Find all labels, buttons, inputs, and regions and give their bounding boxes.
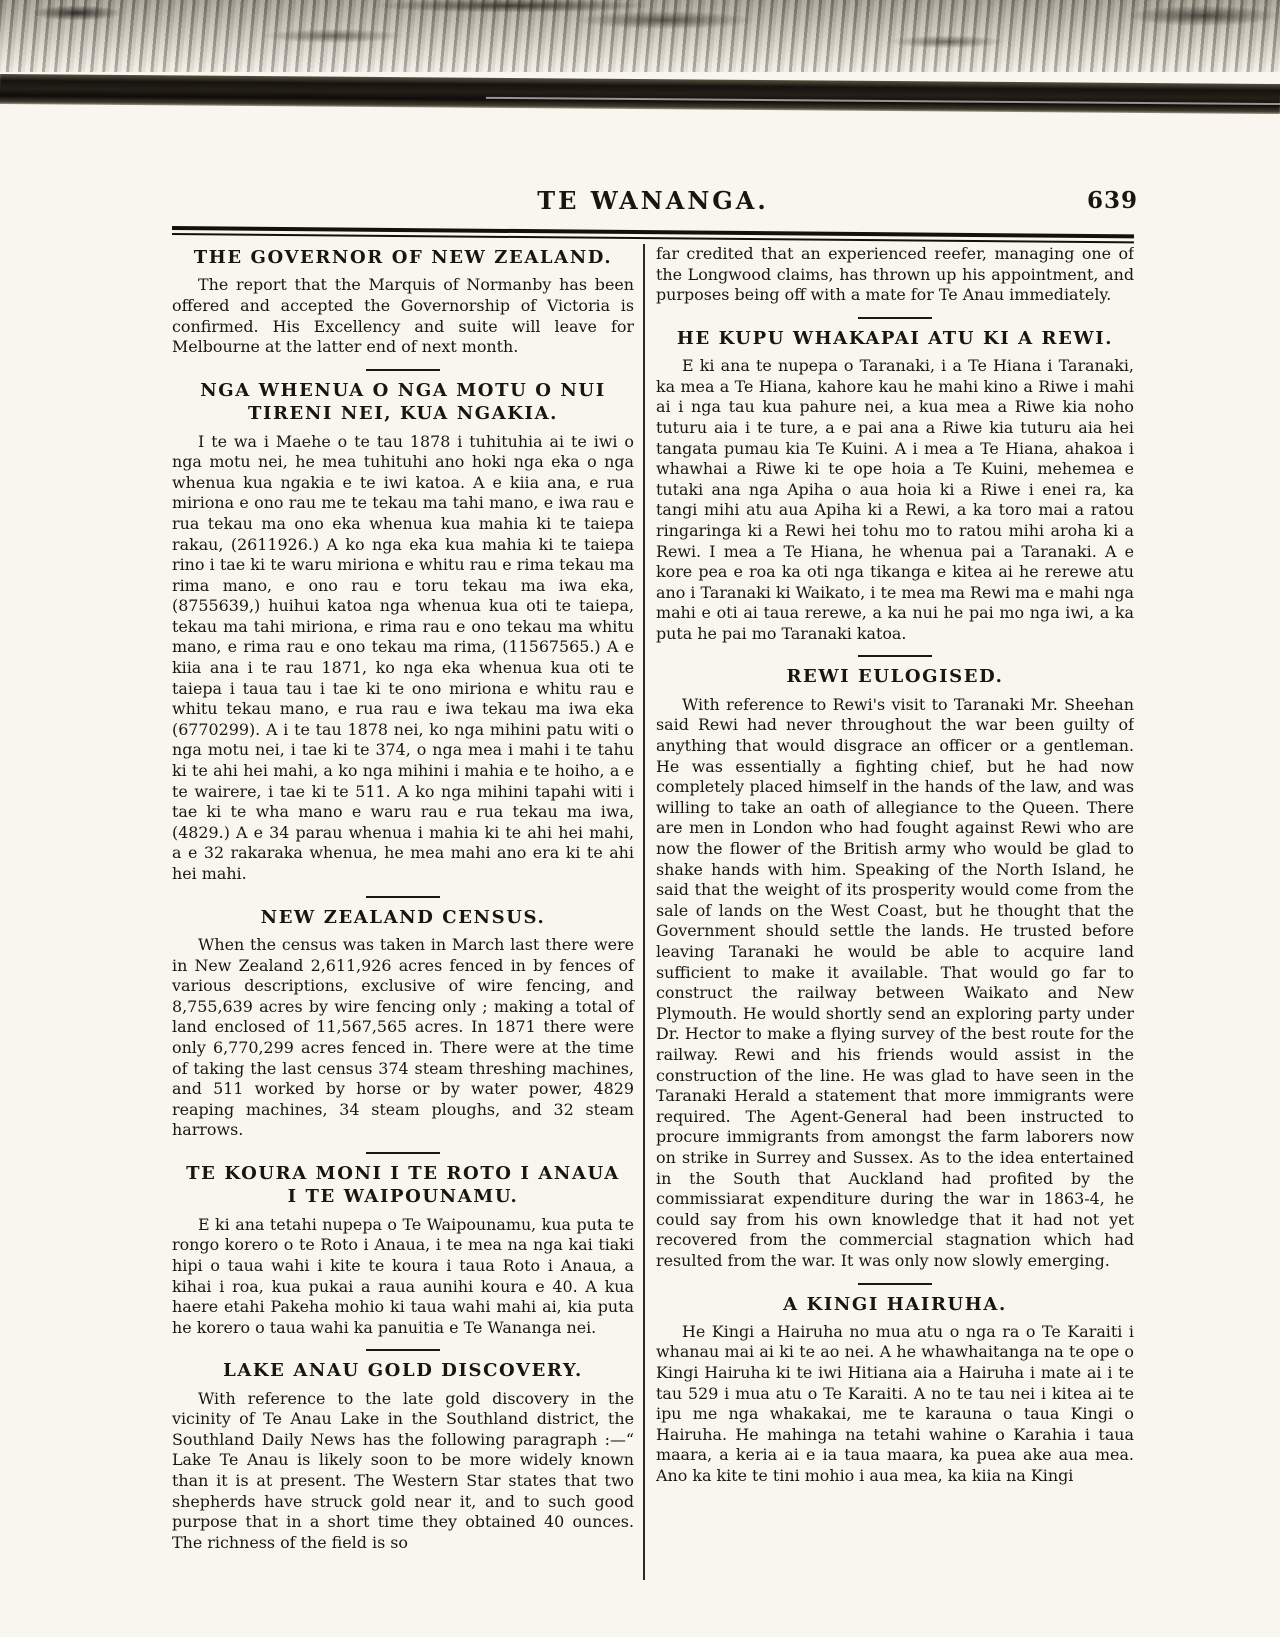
- article-body: With reference to the late gold discovery in the vicinity of Te Anau Lake in the Southland district, the Southland Daily News has the following paragraph :—“ Lake Te Anau is likely soon to be more widely known than it is at present. The Western Star states that two shepherds have struck gold near it, and to such good purpose that in a short time they obtained 40 ounces. The richness of the field is so: [172, 1388, 634, 1552]
- section-separator-rule: [366, 1349, 440, 1351]
- article-rewi-eulogised: [656, 665, 1134, 1271]
- article-kingi-hairuha: [656, 1293, 1134, 1487]
- article-governor: [172, 246, 634, 358]
- article-heading: REWI EULOGISED.: [786, 666, 1004, 688]
- left-column: [172, 244, 634, 1580]
- page-header: [172, 186, 1138, 224]
- section-separator-rule: [366, 369, 440, 371]
- section-separator-rule: [858, 1283, 932, 1285]
- article-nz-census: [172, 906, 634, 1141]
- article-body: E ki ana tetahi nupepa o Te Waipounamu, kua puta te rongo korero o te Roto i Anaua, i te mea na nga kai tiaki hipi o taua wahi i kite te koura i taua Roto i Anaua, a kihai i roa, kua pukai a raua aunihi koura e 40. A kua haere etahi Pakeha mohio ki taua wahi mahi ai, kia puta he korero o taua wahi ka panuitia e Te Wananga nei.: [172, 1214, 634, 1337]
- article-he-kupu: [656, 327, 1134, 645]
- article-heading: NEW ZEALAND CENSUS.: [260, 906, 546, 928]
- newspaper-page: [172, 186, 1138, 1580]
- column-layout: [172, 244, 1134, 1580]
- article-body: He Kingi a Hairuha no mua atu o nga ra o Te Karaiti i whanau mai ai ki te ao nei. A he whawhaitanga na te ope o Kingi Hairuha ki te iwi Hitiana aia a Hairuha i mate ai i te tau 529 i mua atu o Te Karaiti. A no te tau nei i kitea ai te ipu me nga whakakai, me te karauna o taua Kingi o Hairuha. He mahinga na tetahi wahine o Karahia i taua maara, a keria ai e ia taua maara, ka puea ake aua mea. Ano ka kite te tini mohio i aua mea, ka kiia na Kingi: [656, 1321, 1134, 1486]
- masthead-title: TE WANANGA.: [537, 186, 769, 215]
- article-lake-anau: [172, 1359, 634, 1553]
- column-divider-rule: [643, 244, 645, 1580]
- article-body: E ki ana te nupepa o Taranaki, i a Te Hiana i Taranaki, ka mea a Te Hiana, kahore kau he mahi kino a Riwe i mahi ai i nga tau kua pahure nei, a kua mea a Riwe kia noho tuturu aia i te ture, a e pai ana a Riwe kia tuturu aia hei tangata pumau kia Te Kuini. A i mea a Te Hiana, ahakoa i whawhai a Riwe ki te ope hoia a Te Kuini, mehemea e tutaki ana nga Apiha o aua hoia ki a Riwe i enei ra, ka tangi mihi atu aua Apiha ki a Rewi, a ka toro mai a ratou ringaringa ki a Rewi hei tohu mo to ratou mihi aroha ki a Rewi. I mea a Te Hiana, he whenua pai a Taranaki. A e kore pea e roa ka oti nga tikanga e kitea ai he rerewe atu ano i Taranaki ki Waikato, i te mea ma Rewi ma e mahi nga mahi e oti ai taua rerewe, a ka nui he pai mo nga iwi, a ka puta he pai mo Taranaki katoa.: [656, 356, 1134, 643]
- scan-dark-bar: [0, 74, 1280, 114]
- article-body: The report that the Marquis of Normanby has been offered and accepted the Governorship of Victoria is confirmed. His Excellency and suite will leave for Melbourne at the latter end of next month.: [172, 275, 634, 357]
- section-separator-rule: [366, 1152, 440, 1154]
- scan-bar-highlight: [486, 96, 1280, 104]
- right-column: [656, 244, 1134, 1580]
- article-nga-whenua: [172, 379, 634, 885]
- continuation-paragraph: far credited that an experienced reefer, managing one of the Longwood claims, has thrown up his appointment, and purposes being off with a mate for Te Anau immediately.: [656, 244, 1134, 305]
- article-te-koura: [172, 1162, 634, 1338]
- article-heading: THE GOVERNOR OF NEW ZEALAND.: [193, 247, 613, 268]
- article-body: With reference to Rewi's visit to Taranaki Mr. Sheehan said Rewi had never throughout the war been guilty of anything that would disgrace an officer or a gentleman. He was essentially a fighting chief, but he had now completely placed himself in the hands of the law, and was willing to take an oath of allegiance to the Queen. There are men in London who had fought against Rewi who are now the flower of the British army who would be glad to shake hands with him. Speaking of the North Island, he said that the weight of its prosperity would come from the sale of lands on the West Coast, but he thought that the Government should settle the lands. He trusted before leaving Taranaki he would be able to acquire land sufficient to make it available. That would go far to construct the railway between Waikato and New Plymouth. He would shortly send an exploring party under Dr. Hector to make a flying survey of the best route for the railway. Rewi and his friends would assist in the construction of the line. He was glad to have seen in the Taranaki Herald a statement that more immigrants were required. The Agent-General had been instructed to procure immigrants from amongst the farm laborers now on strike in Surrey and Sussex. As to the idea entertained in the South that Auckland had profited by the commissiarat expenditure during the war in 1863-4, he could say from his own knowledge that it had not yet recovered from the commercial stagnation which had resulted from the war. It was only now slowly emerging.: [656, 694, 1134, 1270]
- article-body: I te wa i Maehe o te tau 1878 i tuhituhia ai te iwi o nga motu nei, he mea tuhituhi ano hoki nga eka o nga whenua kua ngakia e te iwi katoa. A e kiia ana, e rua miriona e ono rau me te tekau ma tahi mano, e iwa rau e rua tekau ma ono eka whenua kua mahia ki te taiepa rakau, (2611926.) A ko nga eka kua mahia ki te taiepa rino i tae ki te waru miriona e whitu rau e rima tekau ma rima mano, e ono rau e toru tekau ma iwa eka, (8755639,) huihui katoa nga whenua kua oti te taiepa, tekau ma tahi miriona, e rima rau e ono tekau ma whitu mano, e rima rau e ono tekau ma rima, (11567565.) A e kiia ana i te rau 1871, ko nga eka whenua kua oti te taiepa i taua tau i tae ki te ono miriona e whitu rau e whitu tekau mano, e rua rau e iwa tekau ma iwa eka (6770299). A i te tau 1878 nei, ko nga mihini patu witi o nga motu nei, i tae ki te 374, o nga mea i mahi i te tahu ki te ahi hei mahi, a ko nga mihini i mahia e te hoiho, a e te wairere, i tae ki te 511. A ko nga mihini tapahi witi i tae ki te wha mano e waru rau e rua tekau ma iwa, (4829.) A e 34 parau whenua i mahia ki te ahi hei mahi, a e 32 rakaraka whenua, he mea mahi ano era ki te ahi hei mahi.: [172, 431, 634, 884]
- article-heading: NGA WHENUA O NGA MOTU O NUI TIRENI NEI, KUA NGAKIA.: [200, 379, 606, 425]
- article-heading: LAKE ANAU GOLD DISCOVERY.: [223, 1360, 583, 1382]
- header-double-rule: [172, 226, 1134, 243]
- article-body: When the census was taken in March last there were in New Zealand 2,611,926 acres fenced in by fences of various descriptions, exclusive of wire fencing, and 8,755,639 acres by wire fencing only ; making a total of land enclosed of 11,567,565 acres. In 1871 there were only 6,770,299 acres fenced in. There were at the time of taking the last census 374 steam threshing machines, and 511 worked by horse or by water power, 4829 reaping machines, 34 steam ploughs, and 32 steam harrows.: [172, 935, 634, 1140]
- article-heading: A KINGI HAIRUHA.: [783, 1293, 1007, 1315]
- section-separator-rule: [858, 317, 932, 319]
- page-number: 639: [1086, 187, 1138, 214]
- article-heading: HE KUPU WHAKAPAI ATU KI A REWI.: [676, 327, 1114, 349]
- section-separator-rule: [366, 896, 440, 898]
- article-heading: TE KOURA MONI I TE ROTO I ANAUA I TE WAIPOUNAMU.: [186, 1162, 620, 1208]
- scan-speckle-texture: [0, 0, 1280, 72]
- scan-artifact-band: [0, 0, 1280, 118]
- section-separator-rule: [858, 655, 932, 657]
